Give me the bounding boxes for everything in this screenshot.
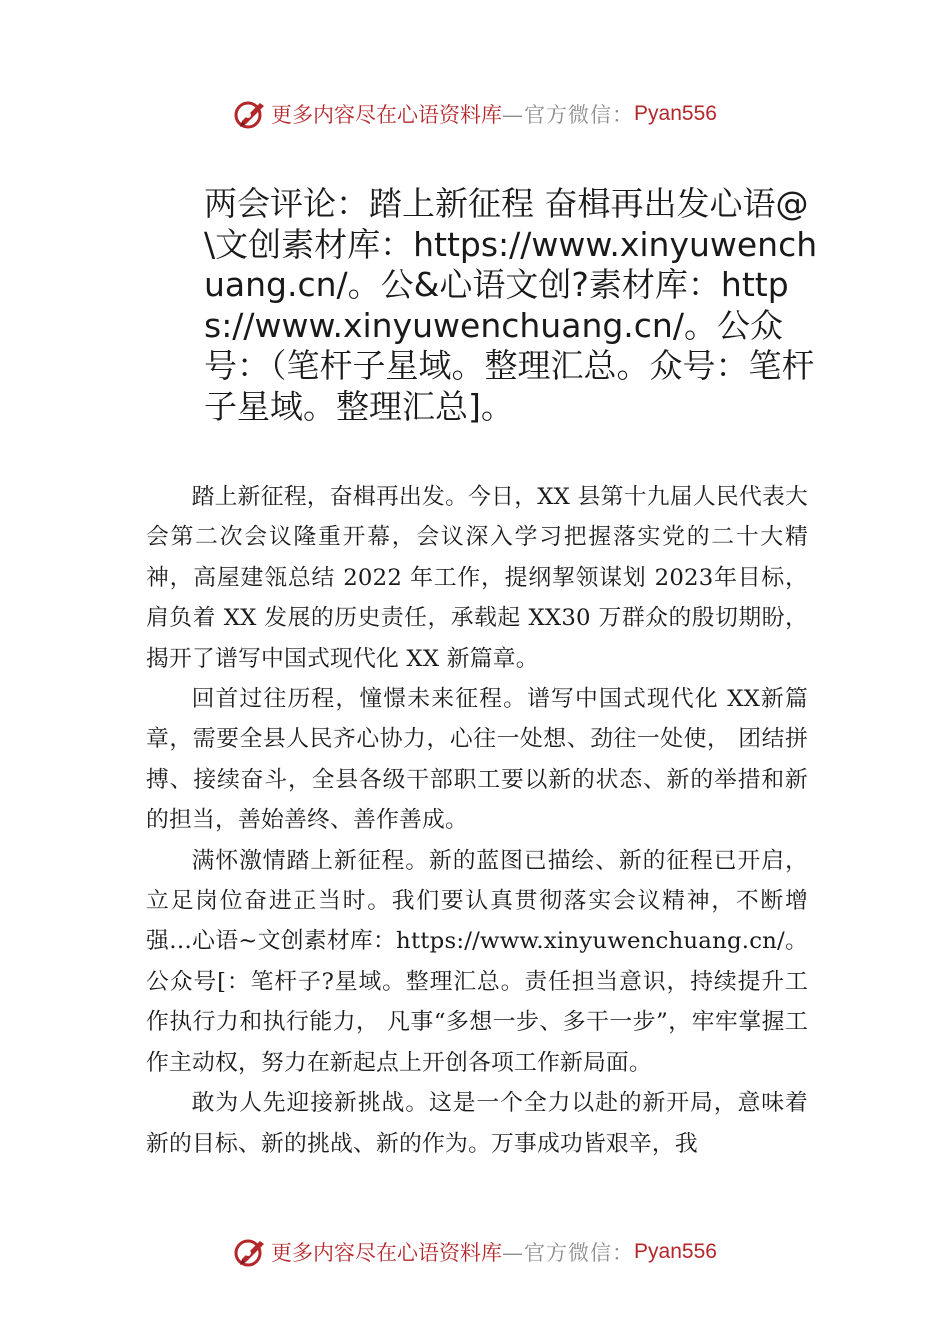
banner-text-primary: 更多内容尽在心语资料库	[271, 103, 503, 127]
pen-circle-logo-icon	[233, 1235, 267, 1269]
header-watermark-banner	[0, 94, 950, 134]
banner-wechat-id: Pyan556	[634, 1240, 717, 1263]
paragraph-1: 踏上新征程，奋楫再出发。今日，XX 县第十九届人民代表大会第二次会议隆重开幕，会议深入学习把握落实党的二十大精神，高屋建瓴总结 2022 年工作，提纲挈领谋划 2023年目标，肩负着 XX 发展的历史责任，承载起 XX30 万群众的殷切期盼，揭开了谱写中国式现代化 XX 新篇章。	[146, 484, 808, 672]
paragraph-2: 回首过往历程，憧憬未来征程。谱写中国式现代化 XX新篇章，需要全县人民齐心协力，心往一处想、劲往一处使， 团结拼搏、接续奋斗，全县各级干部职工要以新的状态、新的举措和新的担当，善始善终、善作善成。	[146, 686, 808, 834]
footer-watermark-banner	[0, 1232, 950, 1272]
banner-text-primary: 更多内容尽在心语资料库	[271, 1241, 503, 1265]
banner-wechat-id: Pyan556	[634, 102, 717, 125]
paragraph-3: 满怀激情踏上新征程。新的蓝图已描绘、新的征程已开启，立足岗位奋进正当时。我们要认真贯彻落实会议精神，不断增强…心语~文创素材库：https://www.xinyuwenchuang.cn/。公众号[：笔杆子?星域。整理汇总。责任担当意识，持续提升工作执行力和执行能力， 凡事“多想一步、多干一步”，牢牢掌握工作主动权，努力在新起点上开创各项工作新局面。	[146, 847, 808, 1076]
document-body	[146, 477, 808, 1164]
paragraph-4: 敢为人先迎接新挑战。这是一个全力以赴的新开局，意味着新的目标、新的挑战、新的作为。万事成功皆艰辛，我	[146, 1090, 808, 1157]
banner-text-secondary: —官方微信：	[502, 1241, 635, 1265]
document-title: 两会评论：踏上新征程 奋楫再出发心语@\文创素材库：https://www.xinyuwenchuang.cn/。公&心语文创?素材库：https://www.xinyuwenchuang.cn/。公众号：（笔杆子星域。整理汇总。众号：笔杆子星域。整理汇总]。	[204, 184, 818, 426]
banner-text-secondary: —官方微信：	[502, 103, 635, 127]
pen-circle-logo-icon	[233, 97, 267, 131]
